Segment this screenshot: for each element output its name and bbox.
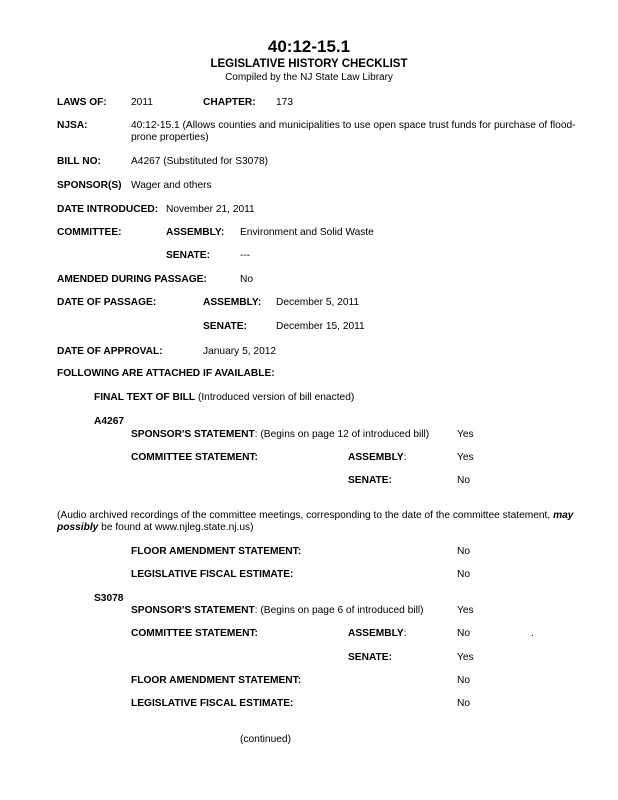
a4267-sponsor-note: : (Begins on page 12 of introduced bill) xyxy=(254,429,430,440)
a4267-committee-label: COMMITTEE STATEMENT: xyxy=(131,452,258,463)
s3078-assembly-value: No xyxy=(457,628,471,639)
s3078-committee-label: COMMITTEE STATEMENT: xyxy=(131,628,258,639)
passage-assembly-label: ASSEMBLY: xyxy=(203,297,262,308)
s3078-sponsor-note: : (Begins on page 6 of introduced bill) xyxy=(254,605,424,616)
s3078-senate-value: Yes xyxy=(457,652,474,663)
committee-assembly-value: Environment and Solid Waste xyxy=(240,227,374,238)
passage-assembly-value: December 5, 2011 xyxy=(276,297,360,308)
a4267-senate-label: SENATE: xyxy=(348,475,392,486)
s3078-sponsor-label: SPONSOR'S STATEMENT xyxy=(131,605,255,616)
audio-note-before: (Audio archived recordings of the committee meetings, corresponding to the date of the committee statement, xyxy=(57,510,554,521)
committee-assembly-label: ASSEMBLY: xyxy=(166,227,225,238)
s3078-fiscal-value: No xyxy=(457,698,471,709)
a4267-assembly-colon: : xyxy=(403,452,407,463)
s3078-assembly-dot: . xyxy=(531,628,534,639)
s3078-bill-label: S3078 xyxy=(94,593,124,604)
statute-number: 40:12-15.1 xyxy=(267,37,351,56)
s3078-senate-label: SENATE: xyxy=(348,652,392,663)
a4267-sponsor-line xyxy=(131,429,429,440)
final-text-note: (Introduced version of bill enacted) xyxy=(195,392,355,403)
date-introduced-label: DATE INTRODUCED: xyxy=(57,204,159,215)
s3078-assembly-line xyxy=(348,628,407,639)
final-text-line xyxy=(94,392,354,403)
njsa-value: 40:12-15.1 (Allows counties and municipalities to use open space trust funds for purchase of flood-prone properties) xyxy=(131,120,576,143)
a4267-fiscal-value: No xyxy=(457,569,471,580)
s3078-sponsor-line xyxy=(131,605,424,616)
a4267-sponsor-label: SPONSOR'S STATEMENT xyxy=(131,429,255,440)
laws-of-value: 2011 xyxy=(131,97,153,108)
s3078-floor-label: FLOOR AMENDMENT STATEMENT: xyxy=(131,675,302,686)
njsa-label: NJSA: xyxy=(57,120,88,131)
passage-senate-label: SENATE: xyxy=(203,321,247,332)
audio-note xyxy=(57,510,607,534)
s3078-floor-value: No xyxy=(457,675,471,686)
sponsors-label: SPONSOR(S) xyxy=(57,180,122,191)
page-title: LEGISLATIVE HISTORY CHECKLIST xyxy=(210,58,408,70)
passage-senate-value: December 15, 2011 xyxy=(276,321,365,332)
a4267-floor-label: FLOOR AMENDMENT STATEMENT: xyxy=(131,546,302,557)
bill-no-label: BILL NO: xyxy=(57,156,101,167)
chapter-value: 173 xyxy=(276,97,293,108)
a4267-assembly-line xyxy=(348,452,407,463)
a4267-fiscal-label: LEGISLATIVE FISCAL ESTIMATE: xyxy=(131,569,294,580)
committee-label: COMMITTEE: xyxy=(57,227,122,238)
committee-senate-label: SENATE: xyxy=(166,250,210,261)
s3078-assembly-colon: : xyxy=(403,628,407,639)
s3078-fiscal-label: LEGISLATIVE FISCAL ESTIMATE: xyxy=(131,698,294,709)
committee-senate-value: --- xyxy=(240,250,251,261)
sponsors-value: Wager and others xyxy=(131,180,212,191)
a4267-assembly-label: ASSEMBLY xyxy=(348,452,404,463)
audio-note-after: be found at www.njleg.state.nj.us) xyxy=(98,522,254,533)
a4267-floor-value: No xyxy=(457,546,471,557)
compiled-by: Compiled by the NJ State Law Library xyxy=(225,72,393,83)
date-introduced-value: November 21, 2011 xyxy=(166,204,255,215)
date-of-approval-label: DATE OF APPROVAL: xyxy=(57,346,163,357)
date-of-passage-label: DATE OF PASSAGE: xyxy=(57,297,157,308)
a4267-sponsor-value: Yes xyxy=(457,429,474,440)
a4267-bill-label: A4267 xyxy=(94,416,125,427)
amended-label: AMENDED DURING PASSAGE: xyxy=(57,274,207,285)
audio-note-emphasis: may possibly xyxy=(57,510,574,533)
amended-value: No xyxy=(240,274,254,285)
continued-note: (continued) xyxy=(240,734,291,745)
a4267-senate-value: No xyxy=(457,475,471,486)
laws-of-label: LAWS OF: xyxy=(57,97,107,108)
date-of-approval-value: January 5, 2012 xyxy=(203,346,277,357)
s3078-assembly-label: ASSEMBLY xyxy=(348,628,404,639)
chapter-label: CHAPTER: xyxy=(203,97,256,108)
following-heading: FOLLOWING ARE ATTACHED IF AVAILABLE: xyxy=(57,368,275,379)
final-text-label: FINAL TEXT OF BILL xyxy=(94,392,196,403)
bill-no-value: A4267 (Substituted for S3078) xyxy=(131,156,269,167)
a4267-assembly-value: Yes xyxy=(457,452,474,463)
s3078-sponsor-value: Yes xyxy=(457,605,474,616)
